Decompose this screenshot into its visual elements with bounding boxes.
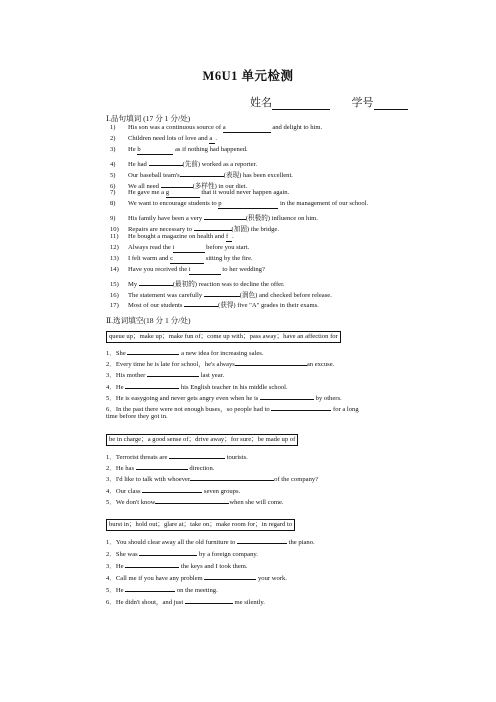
- item-text-after: direction.: [187, 465, 215, 473]
- item-text-after: to her wedding?: [220, 265, 265, 273]
- item-number: 4): [110, 160, 116, 168]
- section1-item: [110, 190, 289, 198]
- word-bank-2: be in charge；a good sense of；drive away；for sure；be made up of: [106, 434, 298, 446]
- item-number: 1．: [106, 454, 116, 461]
- hint-letter: a: [222, 124, 226, 131]
- item-text-before: His son was a continuous source of: [128, 124, 223, 131]
- group1-item: [106, 381, 288, 392]
- hint-letter: g: [165, 189, 170, 197]
- answer-blank[interactable]: [127, 347, 179, 355]
- group1-item: [106, 358, 334, 369]
- hint-letter: c: [170, 254, 174, 262]
- item-text-before: We want to encourage students to: [128, 200, 219, 208]
- item-number: 10): [110, 226, 119, 234]
- answer-blank[interactable]: [204, 212, 246, 220]
- item-number: 7): [110, 189, 116, 197]
- item-text-before: He: [128, 145, 138, 153]
- item-number: 15): [110, 280, 119, 288]
- hint-letter: i: [188, 265, 191, 273]
- group3-item: [106, 572, 287, 583]
- name-blank[interactable]: [272, 99, 330, 110]
- answer-blank[interactable]: [139, 278, 173, 286]
- item-text-before: He: [115, 587, 126, 594]
- answer-blank[interactable]: [139, 548, 197, 556]
- answer-blank[interactable]: [180, 169, 224, 177]
- name-id-bar: [250, 94, 408, 110]
- section1-item: [110, 158, 257, 169]
- group3-item: [106, 536, 315, 547]
- item-text-before: He gave me a: [128, 189, 166, 197]
- answer-blank[interactable]: [185, 596, 233, 604]
- answer-blank[interactable]: [260, 392, 314, 400]
- item-text-before: We don't know: [115, 498, 156, 506]
- section1-item: [110, 245, 249, 253]
- answer-blank[interactable]: [149, 158, 183, 166]
- item-text-after: a new idea for increasing sales.: [179, 350, 264, 357]
- section1-item: [110, 169, 293, 180]
- hint-letter: b: [137, 145, 141, 153]
- item-text-after: sitting by the fire.: [204, 254, 253, 262]
- group2-item: [106, 496, 284, 507]
- item-text-before: He didn't shout，and just: [115, 599, 185, 606]
- item-text-after: your work.: [256, 575, 287, 582]
- section1-item: [110, 136, 217, 144]
- item-text-after: (积极的) influence on him.: [245, 215, 318, 223]
- item-number: 8): [110, 200, 116, 208]
- answer-blank[interactable]: [237, 536, 287, 544]
- item-text-after: by a foreign company.: [197, 551, 258, 558]
- answer-blank[interactable]: [223, 125, 271, 133]
- item-text-after: on the meeting.: [175, 587, 218, 594]
- item-text-before: We all need: [128, 182, 161, 190]
- item-text-after: for a long: [331, 406, 359, 413]
- section2-heading: Ⅱ.选词填空(18 分 1 分/处): [106, 316, 191, 325]
- answer-blank[interactable]: [136, 462, 188, 470]
- item-text-after: (先前) worked as a reporter.: [182, 160, 258, 168]
- item-text-after: (多样性) in our diet.: [192, 182, 248, 190]
- answer-blank[interactable]: [166, 190, 200, 198]
- item-text-before: Have you received the: [128, 265, 189, 273]
- section1-item: [110, 278, 285, 289]
- answer-blank[interactable]: [125, 560, 179, 568]
- item-number: 4．: [106, 575, 116, 582]
- answer-blank[interactable]: [235, 358, 307, 366]
- answer-blank[interactable]: [142, 485, 202, 493]
- word-bank-1: queue up；make up；make fun of；come up with；pass away；have an affection for: [106, 331, 341, 343]
- answer-blank[interactable]: [161, 180, 193, 188]
- group3-item: [106, 548, 258, 559]
- answer-blank[interactable]: [155, 496, 229, 504]
- item-text-after: of the company?: [274, 476, 319, 484]
- item-text-before: I'd like to talk with whoever: [115, 476, 191, 484]
- item-number: 4．: [106, 487, 116, 495]
- item-number: 16): [110, 291, 119, 299]
- answer-blank[interactable]: [125, 381, 179, 389]
- item-number: 1．: [106, 350, 116, 357]
- item-text-after: .: [231, 233, 234, 240]
- item-number: 1．: [106, 539, 116, 546]
- item-text-after: seven groups.: [202, 487, 241, 495]
- item-text-before: She was: [115, 551, 140, 558]
- group1-continuation: time before they got in.: [106, 413, 168, 420]
- section1-item: [110, 256, 253, 264]
- item-text-after: tourists.: [225, 454, 248, 461]
- group2-item: [106, 485, 240, 496]
- item-number: 6): [110, 182, 116, 190]
- item-number: 2．: [106, 465, 116, 473]
- item-text-before: Always read the: [128, 243, 173, 251]
- section1-item: [110, 147, 248, 155]
- answer-blank[interactable]: [218, 201, 278, 209]
- item-text-after: last year.: [199, 372, 225, 380]
- item-text-before: Every time he is late for school，he's always: [115, 361, 235, 369]
- item-number: 5．: [106, 394, 116, 402]
- item-number: 9): [110, 215, 116, 223]
- item-number: 11): [110, 233, 119, 240]
- item-text-before: Our baseball team's: [128, 171, 180, 179]
- item-number: 17): [110, 302, 119, 310]
- answer-blank[interactable]: [189, 267, 221, 275]
- group3-item: [106, 596, 265, 607]
- item-number: 1): [110, 124, 116, 131]
- item-text-before: Our class: [115, 487, 143, 495]
- answer-blank[interactable]: [169, 451, 225, 459]
- section1-item: [110, 299, 319, 310]
- section1-item: [110, 201, 368, 209]
- item-number: 6．: [106, 599, 116, 606]
- item-number: 13): [110, 254, 119, 262]
- item-number: 2．: [106, 551, 116, 558]
- group2-item: [106, 451, 248, 462]
- hint-letter: f: [225, 233, 229, 240]
- group1-item: [106, 369, 224, 380]
- answer-blank[interactable]: [190, 473, 274, 481]
- group2-item: [106, 473, 318, 484]
- item-number: 2．: [106, 361, 116, 369]
- answer-blank[interactable]: [173, 245, 205, 253]
- item-text-after: me silently.: [232, 599, 265, 606]
- item-text-after: when she will come.: [229, 498, 284, 506]
- item-text-after: as if nothing had happened.: [173, 145, 248, 153]
- item-text-after: (获得) five "A" grades in their exams.: [218, 302, 319, 310]
- item-text-before: The statement was carefully: [128, 291, 204, 299]
- word-bank-3: burst in；hold out；glare at；take on；make room for；in regard to: [106, 519, 295, 531]
- item-text-after: and delight to him.: [270, 124, 323, 131]
- item-number: 4．: [106, 383, 116, 391]
- answer-blank[interactable]: [204, 289, 240, 297]
- item-text-before: He had: [128, 160, 149, 168]
- item-text-before: You should clear away all the old furniture to: [115, 539, 237, 546]
- section1-item: [110, 267, 265, 275]
- item-text-before: Most of our students: [128, 302, 185, 310]
- hint-letter: a: [209, 134, 213, 142]
- group3-item: [106, 584, 218, 595]
- section1-item: [110, 212, 318, 223]
- section1-heading: Ⅰ.品句填词 (17 分 1 分/处): [106, 114, 191, 123]
- section1-item: [110, 289, 332, 300]
- item-text-after: (加固) the bridge.: [231, 226, 279, 234]
- item-text-before: He has: [115, 465, 136, 473]
- answer-blank[interactable]: [194, 223, 232, 231]
- answer-blank[interactable]: [204, 572, 256, 580]
- item-number: 14): [110, 265, 119, 273]
- item-text-before: She: [115, 350, 128, 357]
- item-number: 3．: [106, 476, 116, 484]
- group1-item: [106, 347, 263, 358]
- item-text-before: Terrorist threats are: [115, 454, 170, 461]
- item-number: 2): [110, 134, 116, 142]
- item-text-before: I felt warm and: [128, 254, 171, 262]
- item-text-before: Call me if you have any problem: [115, 575, 205, 582]
- item-text-before: My: [128, 280, 139, 288]
- hint-letter: p: [218, 200, 222, 208]
- item-text-before: Repairs are necessary to: [128, 226, 194, 234]
- group1-item: [106, 392, 342, 403]
- section1-item: [110, 234, 234, 242]
- item-number: 5): [110, 171, 116, 179]
- section1-item: [110, 125, 322, 133]
- hint-letter: i: [172, 243, 175, 251]
- id-label: 学号: [351, 97, 374, 109]
- item-text-after: before you start.: [204, 243, 250, 251]
- answer-blank[interactable]: [271, 403, 331, 411]
- item-number: 12): [110, 243, 119, 251]
- answer-blank[interactable]: [137, 147, 173, 155]
- group3-item: [106, 560, 248, 571]
- item-text-after: .: [215, 134, 217, 142]
- item-text-after: in the management of our school.: [278, 200, 369, 208]
- item-text-before: In the past there were not enough buses，so people had to: [115, 406, 272, 413]
- id-blank[interactable]: [374, 99, 408, 110]
- item-text-before: Children need lots of love and: [128, 134, 210, 142]
- item-number: 3): [110, 145, 116, 153]
- item-number: 6．: [106, 406, 116, 413]
- item-text-before: He bought a magazine on health and: [128, 233, 226, 240]
- item-number: 5．: [106, 498, 116, 506]
- item-text-after: an excuse.: [306, 361, 335, 369]
- page-title: M6U1 单元检测: [202, 69, 294, 83]
- item-text-after: the keys and I took them.: [179, 563, 248, 570]
- item-text-before: His mother: [115, 372, 148, 380]
- item-text-before: He: [115, 563, 126, 570]
- item-text-after: his English teacher in his middle school.: [179, 383, 288, 391]
- item-text-after: the piano.: [287, 539, 315, 546]
- item-text-after: (润色) and checked before release.: [239, 291, 332, 299]
- answer-blank[interactable]: [170, 256, 204, 264]
- item-text-after: by others.: [314, 394, 342, 402]
- group2-item: [106, 462, 214, 473]
- item-text-before: His family have been a very: [128, 215, 204, 223]
- answer-blank[interactable]: [125, 584, 175, 592]
- item-text-after: (最初的) reaction was to decline the offer.: [172, 280, 285, 288]
- name-label: 姓名: [250, 97, 272, 109]
- answer-blank[interactable]: [184, 299, 218, 307]
- item-text-after: that it would never happen again.: [199, 189, 290, 197]
- group1-item: [106, 403, 359, 414]
- item-text-after: (表现) has been excellent.: [223, 171, 293, 179]
- item-text-before: He is easygoing and never gets angry even when he is: [115, 394, 260, 402]
- item-number: 3．: [106, 563, 116, 570]
- item-number: 5．: [106, 587, 116, 594]
- item-text-before: He: [115, 383, 126, 391]
- item-number: 3．: [106, 372, 116, 380]
- answer-blank[interactable]: [147, 369, 199, 377]
